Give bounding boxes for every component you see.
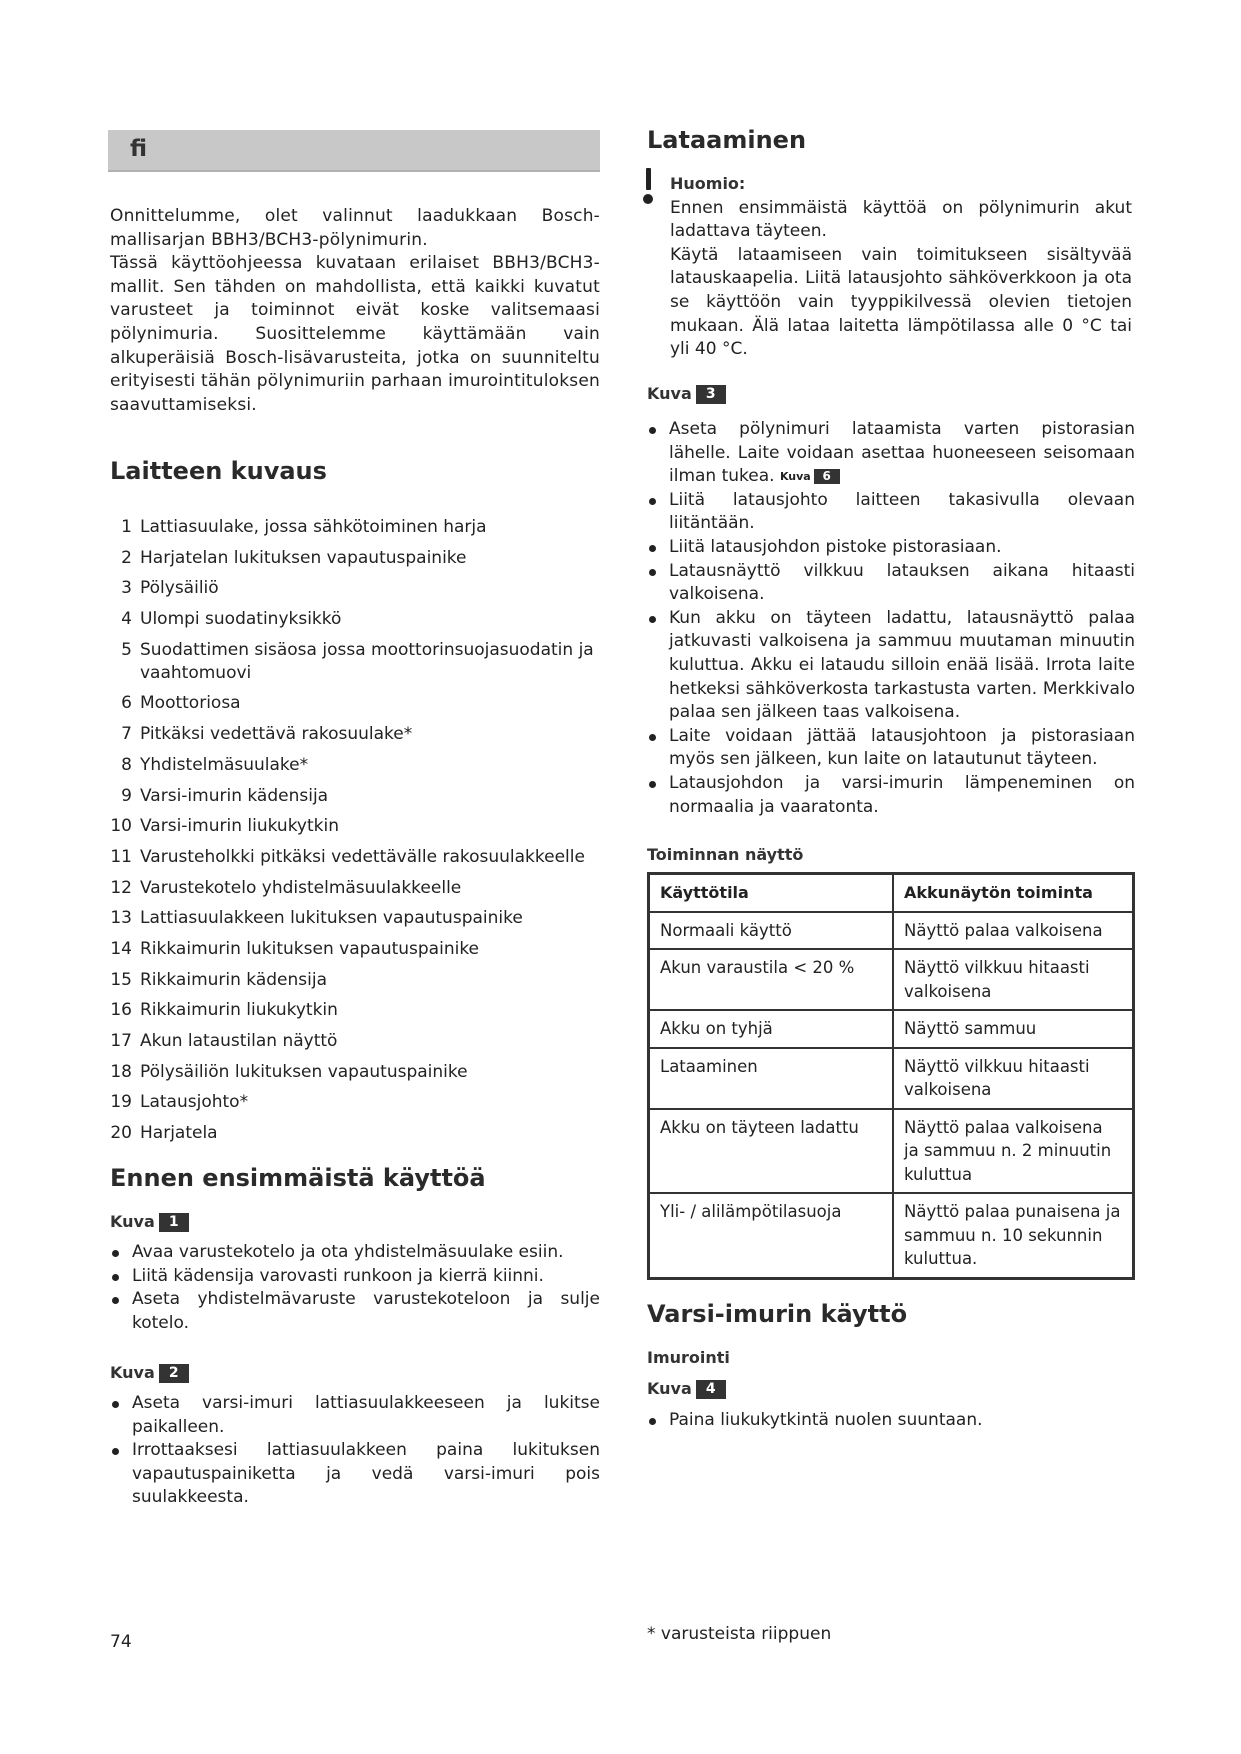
list-item: 2 Harjatelan lukituksen vapautuspainike (121, 547, 467, 568)
attention-note (670, 172, 1132, 362)
figure-number-badge: 4 (696, 1380, 726, 1399)
table-header-row (649, 874, 1134, 912)
list-item: Aseta varsi-imuri lattiasuulakkeeseen ja lukitse paikalleen. (110, 1392, 600, 1439)
table-row: Yli- / alilämpötilasuoja Näyttö palaa punaisena ja sammuu n. 10 sekunnin kuluttua. (649, 1193, 1134, 1278)
list-item: 18 Pölysäiliön lukituksen vapautuspainike (110, 1061, 468, 1082)
list-item: 16 Rikkaimurin liukukytkin (110, 1000, 338, 1021)
list-item: Paina liukukytkintä nuolen suuntaan. (647, 1409, 1135, 1433)
list-item: 15 Rikkaimurin kädensija (110, 969, 327, 990)
list-item: 17 Akun lataustilan näyttö (110, 1031, 338, 1051)
figure-ref-6: Kuva 6 (780, 465, 840, 489)
device-parts-list (110, 516, 600, 1153)
list-item: Irrottaaksesi lattiasuulakkeen paina lukituksen vapautuspainiketta ja vedä varsi-imuri pois suulakkeesta. (110, 1439, 600, 1510)
charging-steps (647, 418, 1135, 819)
list-item: Avaa varustekotelo ja ota yhdistelmäsuulake esiin. (110, 1241, 600, 1265)
list-item: 3 Pölysäiliö (121, 578, 219, 599)
intro-text (110, 205, 600, 417)
list-item: Kun akku on täyteen ladattu, latausnäyttö palaa jatkuvasti valkoisena ja sammuu muutaman minuutin kuluttua. Akku ei lataudu silloin enää lisää. Irrota laite hetkeksi sähköverkosta tarkastusta varten. Merkkivalo palaa sen jälkeen taas valkoisena. (647, 607, 1135, 725)
list-item: Aseta pölynimuri lataamista varten pistorasian lähelle. Laite voidaan asettaa huoneeseen seisomaan ilman tukea. Kuva 6 (647, 418, 1135, 489)
first-use-heading: Ennen ensimmäistä käyttöä (110, 1164, 486, 1192)
list-item: Latausnäyttö vilkkuu latauksen aikana hitaasti valkoisena. (647, 560, 1135, 607)
figure-ref-3: Kuva 3 (647, 384, 726, 404)
note-title: Huomio: (670, 174, 746, 193)
table-row: Akku on tyhjä Näyttö sammuu (649, 1010, 1134, 1048)
table-row: Normaali käyttö Näyttö palaa valkoisena (649, 912, 1134, 950)
list-item: 5 Suodattimen sisäosa jossa moottorinsuojasuodatin ja vaahtomuovi (121, 639, 594, 683)
intro-paragraph-2: Tässä käyttöohjeessa kuvataan erilaiset BBH3/BCH3-mallit. Sen tähden on mahdollista, että kaikki kuvatut varusteet ja toiminnot eivät koske valitsemaasi pölynimuria. Suosittelemme käyttämään vain alkuperäisiä Bosch-lisävarusteita, jotka on suunniteltu erityisesti tähän pölynimuriin parhaan imurointituloksen saavuttamiseksi. (110, 253, 600, 415)
language-code: fi (130, 136, 148, 162)
status-display-heading: Toiminnan näyttö (647, 845, 804, 864)
list-item: 1 Lattiasuulake, jossa sähkötoiminen harja (121, 517, 487, 537)
list-item: Liitä kädensija varovasti runkoon ja kierrä kiinni. (110, 1265, 600, 1289)
fig1-steps (110, 1241, 600, 1335)
list-item: Latausjohdon ja varsi-imurin lämpeneminen on normaalia ja vaaratonta. (647, 772, 1135, 819)
list-item: 7 Pitkäksi vedettävä rakosuulake* (121, 724, 413, 745)
device-heading: Laitteen kuvaus (110, 457, 327, 485)
charging-heading: Lataaminen (647, 126, 807, 154)
table-row: Akun varaustila < 20 % Näyttö vilkkuu hitaasti valkoisena (649, 949, 1134, 1010)
list-item: 19 Latausjohto* (110, 1092, 249, 1113)
note-line-1: Ennen ensimmäistä käyttöä on pölynimurin akut ladattava täyteen. (670, 197, 1132, 242)
list-item: 13 Lattiasuulakkeen lukituksen vapautuspainike (110, 908, 523, 929)
exclamation-icon (641, 168, 655, 204)
column-header: Käyttötila (649, 874, 894, 912)
language-header (108, 130, 600, 172)
list-item: 20 Harjatela (110, 1123, 218, 1144)
figure-ref-1: Kuva 1 (110, 1212, 189, 1232)
note-line-2: Käytä lataamiseen vain toimitukseen sisältyvää latauskaapelia. Liitä latausjohto sähköverkkoon ja ota se käyttöön vain tyyppikilvessä olevien tietojen mukaan. Älä lataa laitetta lämpötilassa alle 0 °C tai yli 40 °C. (670, 244, 1132, 360)
figure-number-badge: 2 (159, 1364, 189, 1383)
list-item: 4 Ulompi suodatinyksikkö (121, 609, 342, 630)
figure-number-badge: 3 (696, 385, 726, 404)
table-row: Lataaminen Näyttö vilkkuu hitaasti valkoisena (649, 1048, 1134, 1109)
status-table (647, 872, 1135, 1280)
intro-paragraph-1: Onnittelumme, olet valinnut laadukkaan Bosch-mallisarjan BBH3/BCH3-pölynimurin. (110, 206, 600, 250)
usage-steps (647, 1409, 1135, 1433)
list-item: Liitä latausjohdon pistoke pistorasiaan. (647, 536, 1135, 560)
usage-subheading: Imurointi (647, 1348, 730, 1367)
list-item: 14 Rikkaimurin lukituksen vapautuspainike (110, 938, 480, 959)
page-number: 74 (110, 1632, 132, 1652)
table-row: Akku on täyteen ladattu Näyttö palaa valkoisena ja sammuu n. 2 minuutin kuluttua (649, 1109, 1134, 1194)
list-item: 12 Varustekotelo yhdistelmäsuulakkeelle (110, 877, 462, 898)
list-item: Aseta yhdistelmävaruste varustekoteloon ja sulje kotelo. (110, 1288, 600, 1335)
figure-ref-2: Kuva 2 (110, 1363, 189, 1383)
list-item: 9 Varsi-imurin kädensija (121, 785, 329, 806)
fig2-steps (110, 1392, 600, 1510)
column-header: Akkunäytön toiminta (893, 874, 1134, 912)
list-item: Laite voidaan jättää latausjohtoon ja pistorasiaan myös sen jälkeen, kun laite on latautunut täyteen. (647, 725, 1135, 772)
figure-number-badge: 6 (814, 469, 840, 484)
figure-number-badge: 1 (159, 1213, 189, 1232)
list-item: Liitä latausjohto laitteen takasivulla olevaan liitäntään. (647, 489, 1135, 536)
figure-ref-4: Kuva 4 (647, 1379, 726, 1399)
list-item: 11 Varusteholkki pitkäksi vedettävälle rakosuulakkeelle (110, 846, 585, 867)
footnote: * varusteista riippuen (647, 1624, 832, 1644)
usage-heading: Varsi-imurin käyttö (647, 1300, 908, 1328)
list-item: 6 Moottoriosa (121, 693, 241, 714)
list-item: 8 Yhdistelmäsuulake* (121, 754, 309, 775)
list-item: 10 Varsi-imurin liukukytkin (110, 816, 340, 837)
